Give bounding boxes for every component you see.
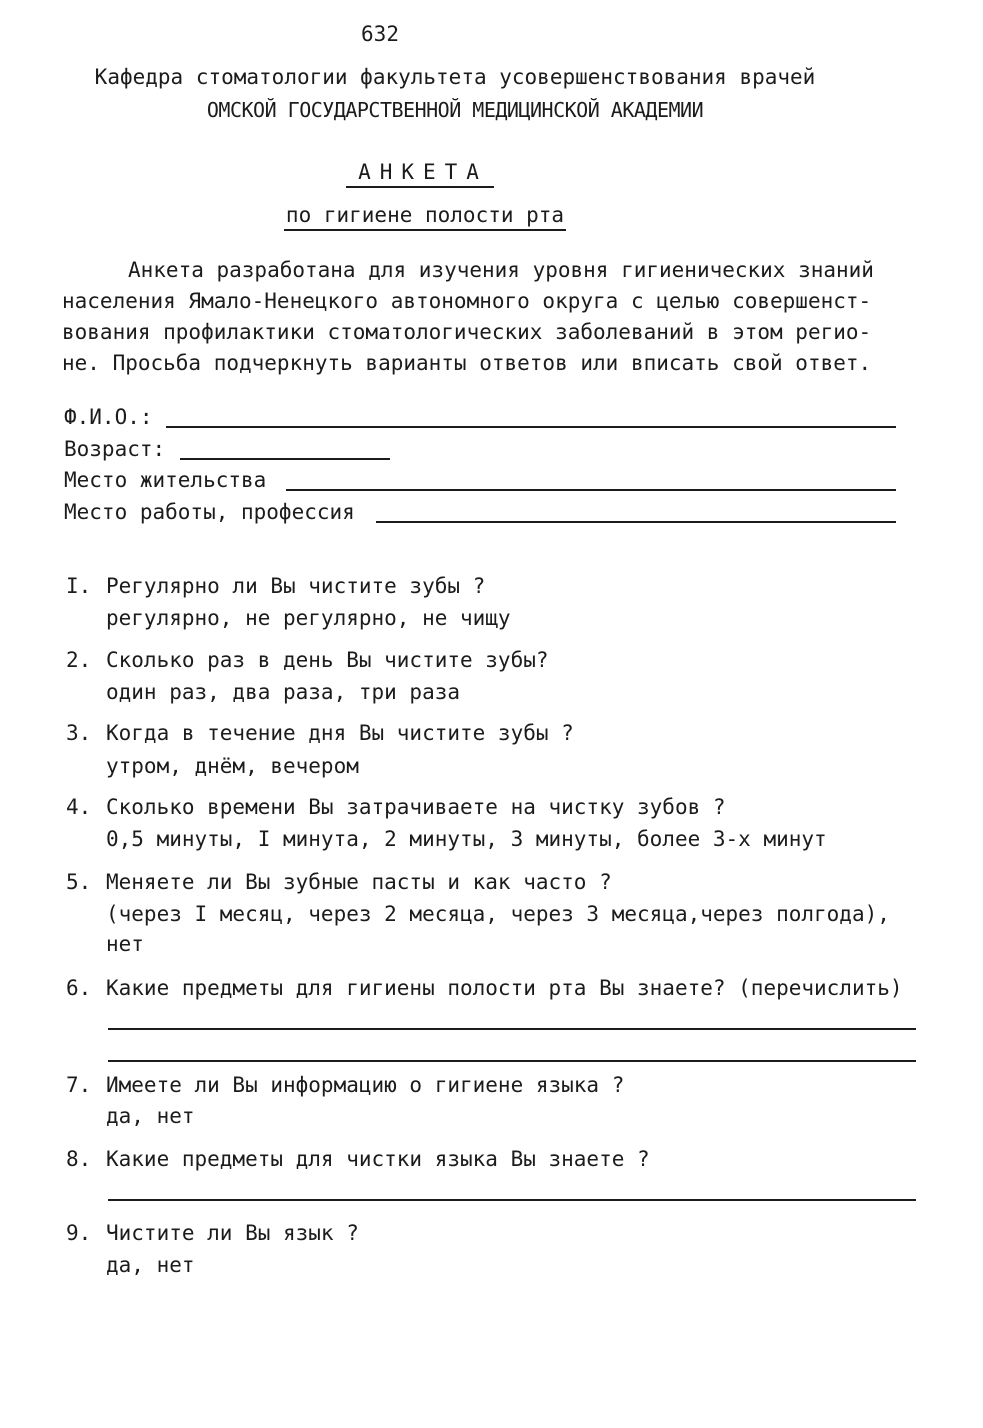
question-text: Меняете ли Вы зубные пасты и как часто ?	[106, 870, 612, 894]
residence-label: Место жительства	[64, 468, 267, 492]
answer-line[interactable]	[108, 1199, 916, 1201]
document-subtitle: по гигиене полости рта	[284, 203, 566, 231]
title-block	[0, 160, 840, 188]
answer-line[interactable]	[108, 1060, 916, 1062]
intro-line: вования профилактики стоматологических заболеваний в этом регио-	[62, 320, 872, 344]
question-number: I.	[66, 574, 92, 598]
question-number: 6.	[66, 976, 92, 1000]
question-text: Сколько времени Вы затрачиваете на чистку зубов ?	[106, 795, 726, 819]
age-label: Возраст:	[64, 437, 166, 461]
question-text: Сколько раз в день Вы чистите зубы?	[106, 648, 549, 672]
page-number: 632	[361, 22, 399, 46]
department-heading: Кафедра стоматологии факультета усовершенствования врачей	[94, 65, 816, 89]
intro-line: населения Ямало-Ненецкого автономного округа с целью совершенст-	[62, 289, 872, 313]
full-name-label: Ф.И.О.:	[64, 405, 153, 429]
answer-options[interactable]: да, нет	[106, 1104, 195, 1128]
question-number: 3.	[66, 721, 92, 745]
question-number: 2.	[66, 648, 92, 672]
age-field[interactable]	[180, 458, 390, 460]
intro-line: не. Просьба подчеркнуть варианты ответов или вписать свой ответ.	[62, 351, 872, 375]
question-number: 7.	[66, 1073, 92, 1097]
question-text: Какие предметы для чистки языка Вы знаете ?	[106, 1147, 650, 1171]
question-text: Какие предметы для гигиены полости рта Вы знаете? (перечислить)	[106, 976, 903, 1000]
workplace-field[interactable]	[376, 521, 896, 523]
answer-options[interactable]: один раз, два раза, три раза	[106, 680, 461, 704]
workplace-label: Место работы, профессия	[64, 500, 355, 524]
residence-field[interactable]	[286, 489, 896, 491]
answer-options[interactable]: (через I месяц, через 2 месяца, через 3 месяца,через полгода),	[106, 902, 890, 926]
full-name-field[interactable]	[166, 426, 896, 428]
answer-options[interactable]: 0,5 минуты, I минута, 2 минуты, 3 минуты, более 3-х минут	[106, 827, 827, 851]
answer-options[interactable]: регулярно, не регулярно, не чищу	[106, 606, 511, 630]
academy-heading: ОМСКОЙ ГОСУДАРСТВЕННОЙ МЕДИЦИНСКОЙ АКАДЕМИИ	[206, 98, 704, 122]
intro-line: Анкета разработана для изучения уровня гигиенических знаний	[128, 258, 874, 282]
answer-options[interactable]: нет	[106, 932, 144, 956]
question-number: 8.	[66, 1147, 92, 1171]
question-text: Регулярно ли Вы чистите зубы ?	[106, 574, 486, 598]
document-title: АНКЕТА	[346, 160, 494, 188]
question-number: 4.	[66, 795, 92, 819]
answer-line[interactable]	[108, 1028, 916, 1030]
question-text: Когда в течение дня Вы чистите зубы ?	[106, 721, 574, 745]
answer-options[interactable]: утром, днём, вечером	[106, 754, 359, 778]
question-number: 5.	[66, 870, 92, 894]
question-text: Имеете ли Вы информацию о гигиене языка ?	[106, 1073, 625, 1097]
question-text: Чистите ли Вы язык ?	[106, 1221, 359, 1245]
subtitle-block	[0, 203, 850, 231]
answer-options[interactable]: да, нет	[106, 1253, 195, 1277]
question-number: 9.	[66, 1221, 92, 1245]
